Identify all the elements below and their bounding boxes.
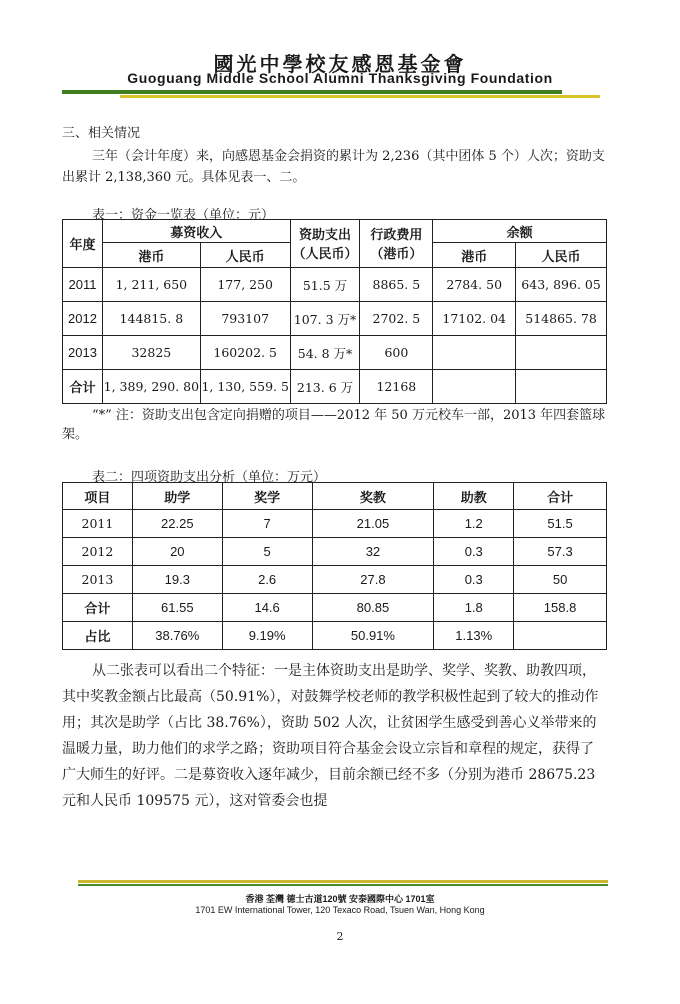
cell-student-aid: 19.3 [132,566,222,594]
header-year: 年度 [63,220,103,268]
cell-year: 2011 [63,268,103,302]
cell-teacher-aid: 1.13% [434,622,514,650]
header-teacher-award: 奖教 [312,483,434,510]
cell-aid: 107. 3 万* [290,302,360,336]
table1-caption: 表一：资金一览表（单位：元） [92,208,275,223]
cell-total: 158.8 [514,594,607,622]
cell-aid: 51.5 万 [290,268,360,302]
cell-balance-hkd: 17102. 04 [433,302,516,336]
header-scholarship: 奖学 [222,483,312,510]
section-title: 三、相关情况 [62,126,141,141]
cell-teacher-aid: 1.8 [434,594,514,622]
header-total: 合计 [514,483,607,510]
cell-balance-rmb [516,370,607,404]
cell-income-rmb: 177, 250 [200,268,290,302]
header-balance-hkd: 港币 [433,243,516,268]
header-aid: 资助支出（人民币） [290,220,360,268]
header-item: 项目 [63,483,133,510]
cell-scholarship: 9.19% [222,622,312,650]
page-number: 2 [336,930,344,943]
header-income-hkd: 港币 [102,243,200,268]
foundation-title-en: Guoguang Middle School Alumni Thanksgiving Foundation [127,70,553,86]
footer-address-en: 1701 EW International Tower, 120 Texaco Road, Tsuen Wan, Hong Kong [195,905,485,915]
header-divider-green [62,90,562,94]
cell-income-hkd: 1, 389, 290. 80 [102,370,200,404]
foundation-title-cn: 國光中學校友感恩基金會 [213,52,467,76]
cell-total: 50 [514,566,607,594]
table-row [63,594,607,622]
header-divider-yellow [120,95,600,98]
table2-caption: 表二：四项资助支出分析（单位：万元） [92,470,327,485]
cell-admin: 8865. 5 [360,268,433,302]
table-row [63,538,607,566]
table-row [63,622,607,650]
cell-balance-hkd: 2784. 50 [433,268,516,302]
footer-divider-yellow [78,880,608,883]
cell-year: 2013 [63,336,103,370]
cell-income-hkd: 144815. 8 [102,302,200,336]
cell-income-hkd: 32825 [102,336,200,370]
cell-income-rmb: 1, 130, 559. 5 [200,370,290,404]
table-row [63,302,607,336]
cell-student-aid: 22.25 [132,510,222,538]
cell-balance-rmb [516,336,607,370]
cell-item: 占比 [63,622,133,650]
cell-scholarship: 14.6 [222,594,312,622]
intro-paragraph: 三年（会计年度）来，向感恩基金会捐资的累计为 2,236（其中团体 5 个）人次；资助支出累计 2,138,360 元。具体见表一、二。 [62,149,605,185]
cell-teacher-aid: 1.2 [434,510,514,538]
table-row [63,336,607,370]
cell-student-aid: 20 [132,538,222,566]
cell-admin: 12168 [360,370,433,404]
cell-teacher-aid: 0.3 [434,566,514,594]
cell-income-rmb: 793107 [200,302,290,336]
cell-aid: 213. 6 万 [290,370,360,404]
cell-balance-rmb: 643, 896. 05 [516,268,607,302]
footer-address-cn: 香港 荃灣 德士古道120號 安泰國際中心 1701室 [245,894,435,904]
cell-teacher-aid: 0.3 [434,538,514,566]
cell-year: 合计 [63,370,103,404]
table-row [63,510,607,538]
analysis-paragraph: 从二张表可以看出二个特征：一是主体资助支出是助学、奖学、奖教、助教四项，其中奖教金额占比最高（50.91%），对鼓舞学校老师的教学积极性起到了较大的推动作用；其次是助学（占比 38.76%），资助 502 人次，让贫困学生感受到善心义举带来的温暖力量，助力他们的求学之路；资助项目符合基金会设立宗旨和章程的规定，获得了广大师生的好评。二是募资收入逐年减少，目前余额已经不多（分别为港币 28675.23 元和人民币 109575 元），这对管委会也提 [62,663,599,809]
table-row [63,268,607,302]
cell-item: 2012 [63,538,133,566]
cell-admin: 600 [360,336,433,370]
aid-analysis-table [62,482,607,650]
table1-footnote: “*” 注：资助支出包含定向捐赠的项目——2012 年 50 万元校车一部，2013 年四套篮球架。 [62,408,606,442]
cell-year: 2012 [63,302,103,336]
cell-total: 57.3 [514,538,607,566]
header-balance: 余额 [433,220,607,243]
cell-item: 2013 [63,566,133,594]
cell-teacher-award: 27.8 [312,566,434,594]
header-admin: 行政费用（港币） [360,220,433,268]
cell-scholarship: 5 [222,538,312,566]
cell-student-aid: 61.55 [132,594,222,622]
cell-item: 合计 [63,594,133,622]
header-income: 募资收入 [102,220,290,243]
cell-item: 2011 [63,510,133,538]
cell-income-rmb: 160202. 5 [200,336,290,370]
cell-balance-rmb: 514865. 78 [516,302,607,336]
header-balance-rmb: 人民币 [516,243,607,268]
cell-total: 51.5 [514,510,607,538]
cell-teacher-award: 50.91% [312,622,434,650]
cell-total [514,622,607,650]
cell-teacher-award: 21.05 [312,510,434,538]
cell-student-aid: 38.76% [132,622,222,650]
header-student-aid: 助学 [132,483,222,510]
table-row [63,566,607,594]
header-teacher-aid: 助教 [434,483,514,510]
cell-aid: 54. 8 万* [290,336,360,370]
cell-balance-hkd [433,336,516,370]
cell-teacher-award: 32 [312,538,434,566]
cell-income-hkd: 1, 211, 650 [102,268,200,302]
cell-scholarship: 2.6 [222,566,312,594]
cell-admin: 2702. 5 [360,302,433,336]
cell-teacher-award: 80.85 [312,594,434,622]
cell-scholarship: 7 [222,510,312,538]
fund-overview-table [62,219,607,404]
cell-balance-hkd [433,370,516,404]
header-income-rmb: 人民币 [200,243,290,268]
footer-divider-green [78,884,608,886]
table-row [63,370,607,404]
